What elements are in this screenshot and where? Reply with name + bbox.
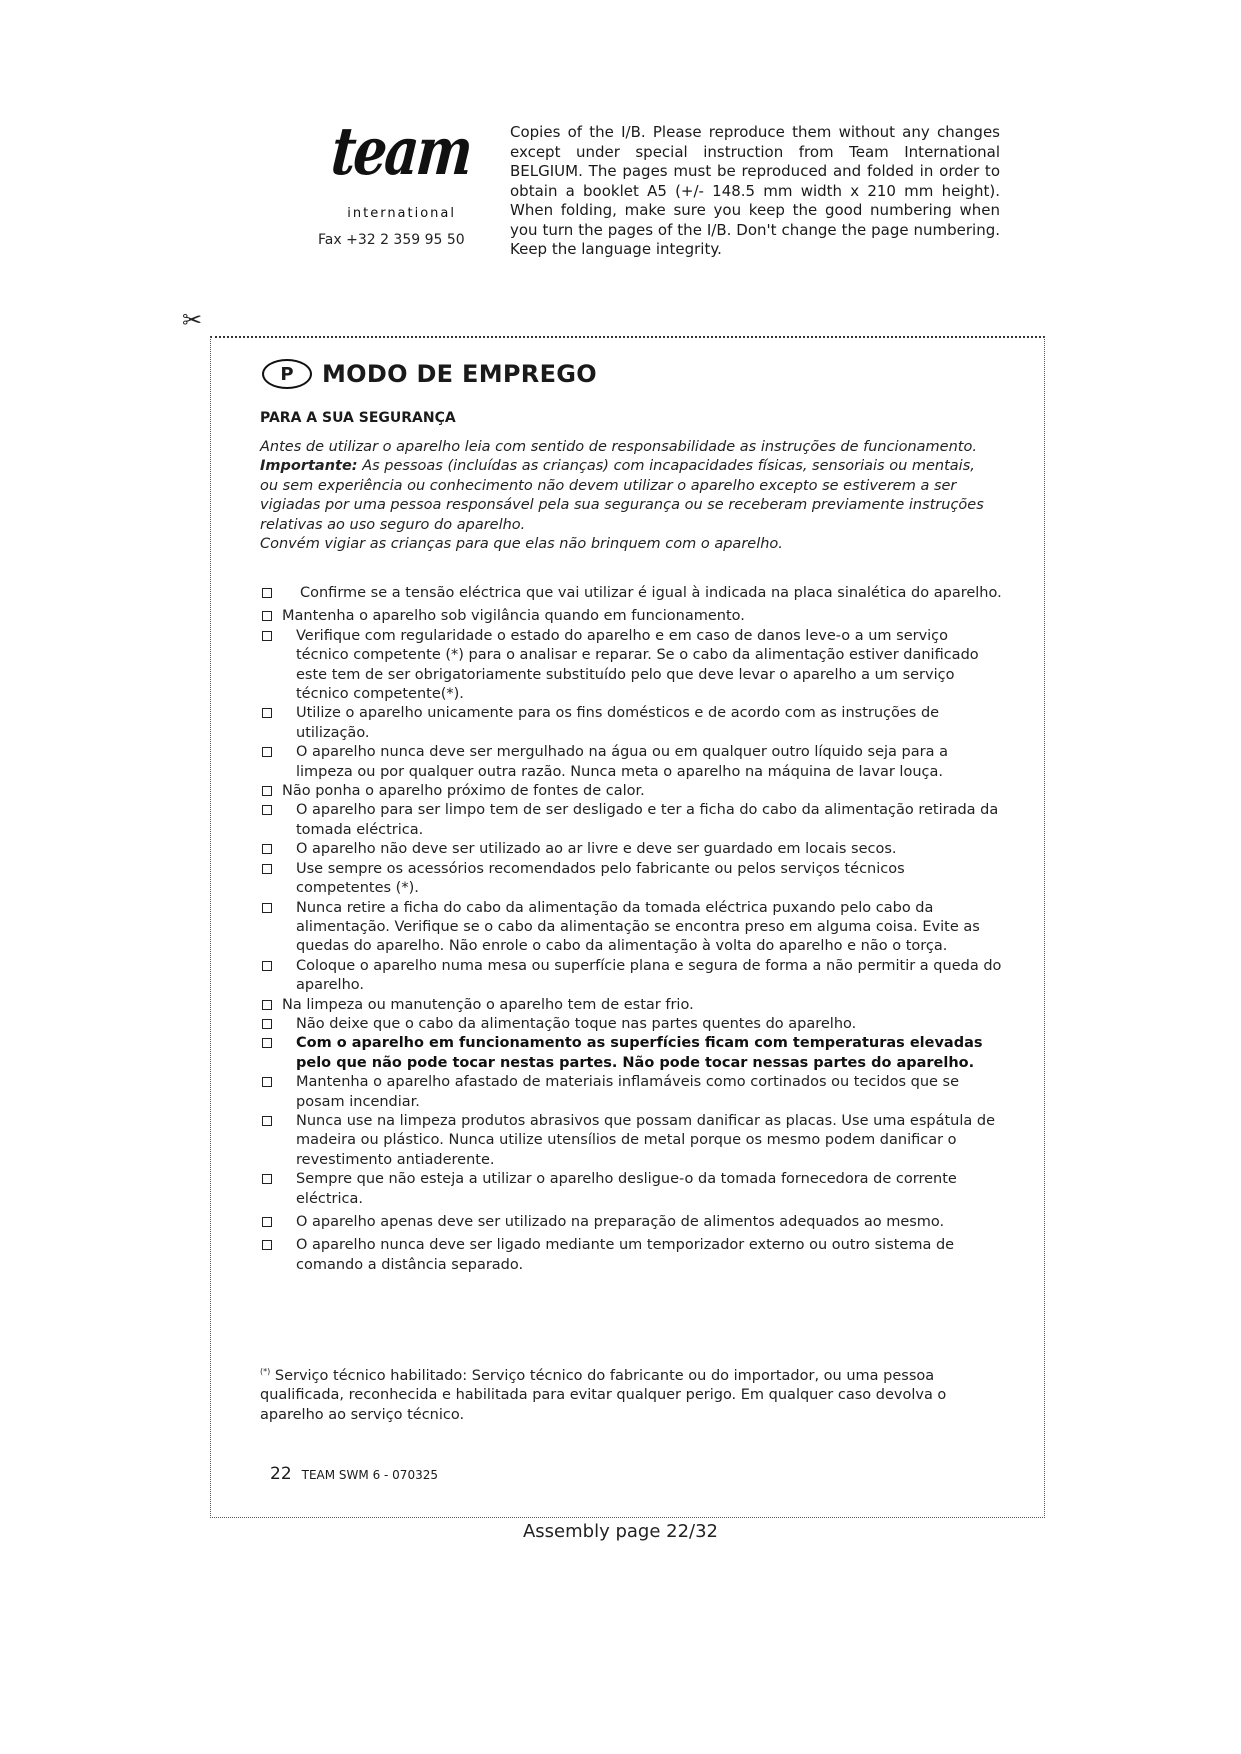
children-paragraph: Convém vigiar as crianças para que elas não brinquem com o aparelho. [260, 536, 783, 553]
list-item: Verifique com regularidade o estado do aparelho e em caso de danos leve-o a um serviço técnico competente (*) para o analisar e reparar. Se o cabo da alimentação estiver danificado este tem de ser obrigatoriamente substituído pelo que deve levar o aparelho a um serviço técnico competente(*). [262, 627, 1002, 705]
checkbox-icon [262, 786, 272, 796]
checkbox-icon [262, 1240, 272, 1250]
checkbox-icon [262, 1038, 272, 1048]
list-item-warning: Com o aparelho em funcionamento as superfícies ficam com temperaturas elevadas pelo que não pode tocar nestas partes. Não pode tocar nessas partes do aparelho. [262, 1034, 1002, 1073]
scissors-icon: ✂ [182, 306, 203, 334]
checkbox-icon [262, 903, 272, 913]
checkbox-icon [262, 864, 272, 874]
checkbox-icon [262, 747, 272, 757]
important-label: Importante: [260, 458, 358, 475]
list-item: O aparelho nunca deve ser ligado mediante um temporizador externo ou outro sistema de comando a distância separado. [262, 1236, 1002, 1275]
checkbox-icon [262, 961, 272, 971]
footnote-mark: (*) [260, 1367, 271, 1376]
checkbox-icon [262, 708, 272, 718]
safety-list [262, 584, 1002, 1275]
footnote [260, 1362, 995, 1425]
team-logo [318, 112, 474, 226]
checkbox-icon [262, 1217, 272, 1227]
intro-paragraph: Antes de utilizar o aparelho leia com sentido de responsabilidade as instruções de funcionamento. [260, 439, 977, 455]
list-item: Confirme se a tensão eléctrica que vai utilizar é igual à indicada na placa sinalética do aparelho. [262, 584, 1002, 603]
list-item: Não deixe que o cabo da alimentação toque nas partes quentes do aparelho. [262, 1015, 1002, 1034]
reproduction-instructions: Copies of the I/B. Please reproduce them without any changes except under special instruction from Team International BELGIUM. The pages must be reproduced and folded in order to obtain a booklet A5 (+/- 148.5 mm width x 210 mm height). When folding, make sure you keep the good numbering when you turn the pages of the I/B. Don't change the page numbering. Keep the language integrity. [510, 123, 1000, 258]
safety-intro [260, 438, 995, 554]
checkbox-icon [262, 844, 272, 854]
checkbox-icon [262, 611, 272, 621]
footnote-text: Serviço técnico habilitado: Serviço técnico do fabricante ou do importador, ou uma pessoa qualificada, reconhecida e habilitada para evitar qualquer perigo. Em qualquer caso devolva o aparelho ao serviço técnico. [260, 1367, 947, 1423]
list-item: Não ponha o aparelho próximo de fontes de calor. [262, 782, 1002, 801]
list-item: Coloque o aparelho numa mesa ou superfície plana e segura de forma a não permitir a queda do aparelho. [262, 957, 1002, 996]
list-item: Na limpeza ou manutenção o aparelho tem de estar frio. [262, 996, 1002, 1015]
list-item: O aparelho para ser limpo tem de ser desligado e ter a ficha do cabo da alimentação retirada da tomada eléctrica. [262, 801, 1002, 840]
important-text: As pessoas (incluídas as crianças) com incapacidades físicas, sensoriais ou mentais, ou sem experiência ou conhecimento não devem utilizar o aparelho excepto se estiverem a ser vigiadas por uma pessoa responsável pela sua segurança ou se receberam previamente instruções relativas ao uso seguro do aparelho. [260, 458, 984, 533]
fax-number: Fax +32 2 359 95 50 [318, 232, 465, 248]
list-item: Sempre que não esteja a utilizar o aparelho desligue-o da tomada fornecedora de corrente eléctrica. [262, 1170, 1002, 1209]
logo-wordmark: team [328, 112, 474, 190]
page-footer [270, 1464, 438, 1484]
page-title: MODO DE EMPREGO [322, 360, 597, 388]
logo-subtitle: international [347, 206, 456, 221]
list-item: Nunca use na limpeza produtos abrasivos que possam danificar as placas. Use uma espátula de madeira ou plástico. Nunca utilize utensílios de metal porque os mesmo podem danificar o revestimento antiaderente. [262, 1112, 1002, 1170]
checkbox-icon [262, 588, 272, 598]
section-heading: PARA A SUA SEGURANÇA [260, 410, 456, 426]
list-item: Mantenha o aparelho afastado de materiais inflamáveis como cortinados ou tecidos que se posam incendiar. [262, 1073, 1002, 1112]
list-item: Use sempre os acessórios recomendados pelo fabricante ou pelos serviços técnicos competentes (*). [262, 860, 1002, 899]
language-badge: P [262, 359, 312, 389]
list-item: O aparelho não deve ser utilizado ao ar livre e deve ser guardado em locais secos. [262, 840, 1002, 859]
checkbox-icon [262, 631, 272, 641]
checkbox-icon [262, 1174, 272, 1184]
manual-title-row [262, 356, 597, 392]
list-item: Utilize o aparelho unicamente para os fins domésticos e de acordo com as instruções de utilização. [262, 704, 1002, 743]
assembly-page-label: Assembly page 22/32 [522, 1521, 719, 1542]
checkbox-icon [262, 805, 272, 815]
important-paragraph [260, 457, 995, 535]
checkbox-icon [262, 1019, 272, 1029]
document-code: TEAM SWM 6 - 070325 [301, 1468, 438, 1482]
list-item: Nunca retire a ficha do cabo da alimentação da tomada eléctrica puxando pelo cabo da alimentação. Verifique se o cabo da alimentação se encontra preso em alguma coisa. Evite as quedas do aparelho. Não enrole o cabo da alimentação à volta do aparelho e não o torça. [262, 899, 1002, 957]
checkbox-icon [262, 1116, 272, 1126]
checkbox-icon [262, 1077, 272, 1087]
page-number: 22 [270, 1464, 292, 1484]
list-item: Mantenha o aparelho sob vigilância quando em funcionamento. [262, 607, 1002, 626]
list-item: O aparelho apenas deve ser utilizado na preparação de alimentos adequados ao mesmo. [262, 1213, 1002, 1232]
checkbox-icon [262, 1000, 272, 1010]
list-item: O aparelho nunca deve ser mergulhado na água ou em qualquer outro líquido seja para a limpeza ou por qualquer outra razão. Nunca meta o aparelho na máquina de lavar louça. [262, 743, 1002, 782]
